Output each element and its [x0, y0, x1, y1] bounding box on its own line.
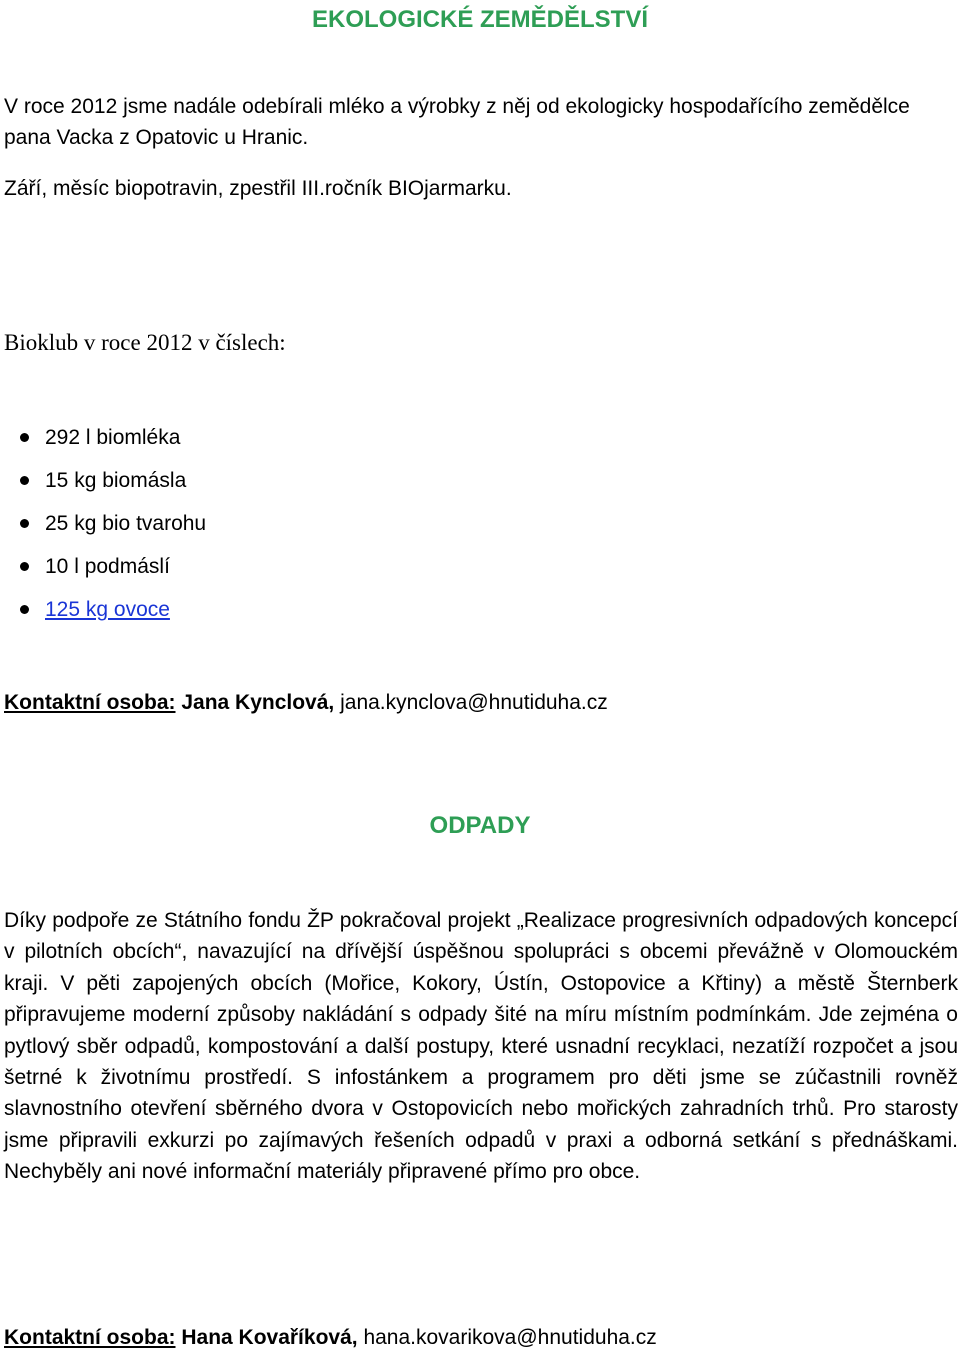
bullet-icon [20, 433, 29, 442]
contact-name: Jana Kynclová, [181, 691, 335, 714]
contact-email[interactable]: jana.kynclova@hnutiduha.cz [340, 691, 608, 714]
list-item-text: 15 kg biomásla [45, 469, 187, 492]
eko-contact [4, 689, 608, 717]
list-item [20, 549, 206, 592]
contact-label: Kontaktní osoba: [4, 1326, 176, 1349]
list-item-text: 10 l podmáslí [45, 555, 170, 578]
list-item [20, 420, 206, 463]
bullet-icon [20, 562, 29, 571]
contact-label: Kontaktní osoba: [4, 691, 176, 714]
contact-name: Hana Kovaříková, [181, 1326, 358, 1349]
odpady-contact [4, 1324, 657, 1352]
odpady-body: Díky podpoře ze Státního fondu ŽP pokračoval projekt „Realizace progresivních odpadových koncepcí v pilotních obcích“, navazující na dřívější úspěšnou spolupráci s obcemi převážně v Olomouckém kraji. V pěti zapojených obcích (Mořice, Kokory, Ústín, Ostopovice a Křtiny) a městě Šternberk připravujeme moderní způsoby nakládání s odpady šité na míru místním podmínkám. Jde zejména o pytlový sběr odpadů, kompostování a další postupy, které usnadní recyklaci, nezatíží rozpočet a jsou šetrné k životnímu prostředí. S infostánkem a programem pro děti jsme se zúčastnili rovněž slavnostního otevření sběrného dvora v Ostopovicích nebo mořických zahradních trhů. Pro starosty jsme připravili exkurzi po zajímavých řešeních odpadů v praxi a odborná setkání s přednáškami. Nechyběly ani nové informační materiály připravené přímo pro obce. [4, 909, 958, 1184]
bullet-icon [20, 519, 29, 528]
eko-paragraph-1: V roce 2012 jsme nadále odebírali mléko a výrobky z něj od ekologicky hospodařícího zemědělce pana Vacka z Opatovic u Hranic. [4, 95, 910, 149]
list-item [20, 506, 206, 549]
bioklub-numbers-title: Bioklub v roce 2012 v číslech: [4, 330, 286, 355]
eko-paragraph-2: Září, měsíc biopotravin, zpestřil III.ročník BIOjarmarku. [4, 177, 512, 200]
list-item-text: 25 kg bio tvarohu [45, 512, 207, 535]
bioklub-numbers-list [20, 420, 206, 635]
bullet-icon [20, 605, 29, 614]
contact-email[interactable]: hana.kovarikova@hnutiduha.cz [363, 1326, 657, 1349]
list-item [20, 592, 206, 635]
heading-ekologicke-zemedelstvi: EKOLOGICKÉ ZEMĚDĚLSTVÍ [311, 6, 649, 33]
list-item [20, 463, 206, 506]
bullet-icon [20, 476, 29, 485]
heading-odpady: ODPADY [429, 812, 531, 839]
list-item-text: 292 l biomléka [45, 426, 181, 449]
list-item-link[interactable]: 125 kg ovoce [45, 598, 170, 621]
